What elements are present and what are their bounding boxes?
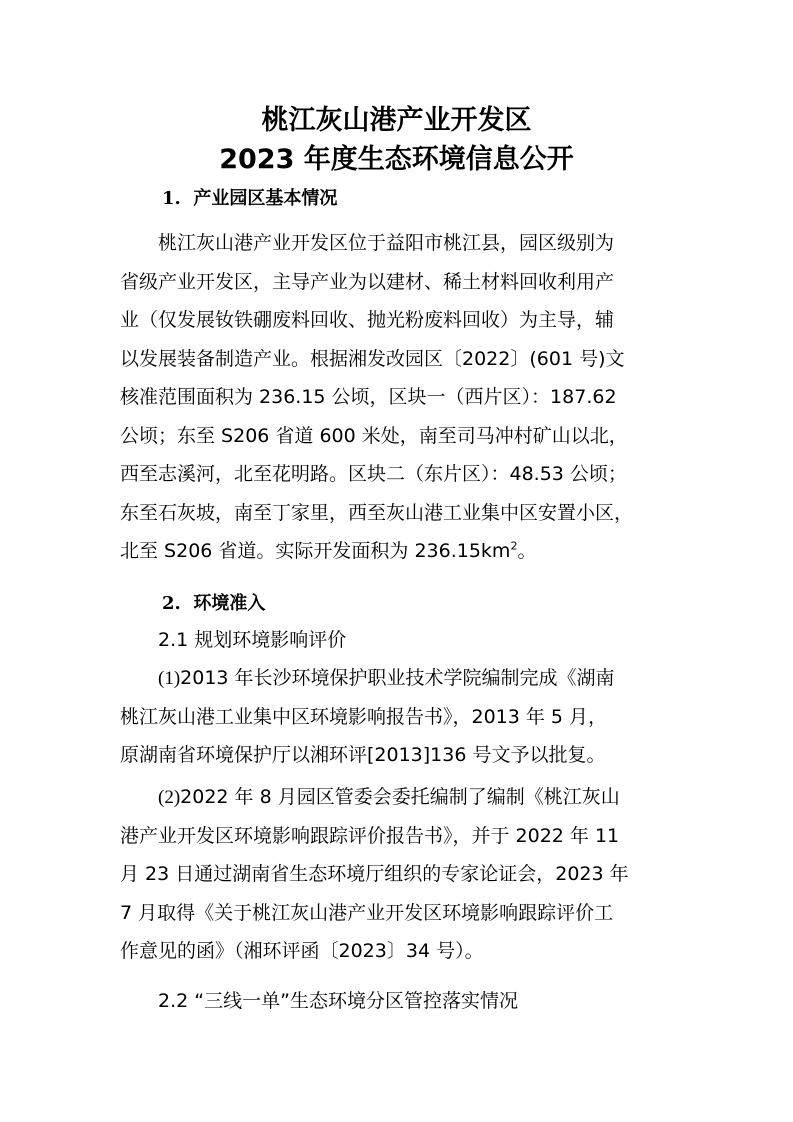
subsection-2-2 [120,982,676,1021]
section-1-heading [162,186,337,212]
subsection-2-1-title: 2.1 规划环境影响评价 [158,629,347,651]
paragraph-line: 公顷；东至 S206 省道 600 米处，南至司马冲村矿山以北， [120,424,628,447]
paragraph-line: 业（仅发展钕铁硼废料回收、抛光粉废料回收）为主导，辅 [120,309,615,331]
area-text: 北至 S206 省道。实际开发面积为 236.15km [120,540,511,562]
section-2-title: 环境准入 [193,593,266,614]
section-1-number: 1. [162,188,181,209]
paragraph-line: 原湖南省环境保护厅以湘环评[2013]136 号文予以批复。 [120,744,606,766]
section-2-number: 2. [162,593,181,614]
item-2-text: 2022 年 8 月园区管委会委托编制了编制《桃江灰山 [180,786,620,808]
paragraph-line: 作意见的函》（湘环评函〔2023〕34 号）。 [120,940,484,962]
subsection-2-2-title: 2.2 “三线一单”生态环境分区管控落实情况 [158,990,518,1012]
section-2-heading [162,591,265,617]
paragraph-line: 月 23 日通过湖南省生态环境厅组织的专家论证会，2023 年 [120,863,629,885]
paragraph-line: 以发展装备制造产业。根据湘发改园区〔2022〕(601 号)文 [120,347,625,370]
paragraph-line: 桃江灰山港产业开发区位于益阳市桃江县，园区级别为 [158,232,615,254]
item-1-text: 2013 年长沙环境保护职业技术学院编制完成《湖南 [180,667,615,689]
item-1 [120,659,676,775]
paragraph-line: 7 月取得《关于桃江灰山港产业开发区环境影响跟踪评价工 [120,901,614,924]
item-2-first-line [120,778,676,817]
paragraph-basic-info [120,224,676,571]
paragraph-line: 西至志溪河，北至花明路。区块二（东片区）：48.53 公顷； [120,463,627,485]
document-title-line2: 2023 年度生态环境信息公开 [219,144,574,175]
subsection-2-1 [120,621,676,660]
item-2 [120,778,676,971]
item-1-first-line [120,659,676,698]
paragraph-line: 港产业开发区环境影响跟踪评价报告书》，并于 2022 年 11 [120,824,620,847]
document-title-line1: 桃江灰山港产业开发区 [261,105,532,136]
paragraph-line: 省级产业开发区，主导产业为以建材、稀土材料回收利用产 [120,270,615,293]
item-1-marker: (1) [158,668,181,689]
line-end: 。 [517,540,537,562]
section-1-title: 产业园区基本情况 [193,188,338,209]
superscript-2: 2 [510,539,518,553]
paragraph-line: 桃江灰山港工业集中区环境影响报告书》，2013 年 5 月， [120,705,608,728]
paragraph-last-line [120,532,676,571]
paragraph-line: 核准范围面积为 236.15 公顷，区块一（西片区）：187.62 [120,386,617,408]
paragraph-line: 东至石灰坡，南至丁家里，西至灰山港工业集中区安置小区， [120,501,634,524]
item-2-marker: (2) [158,787,181,808]
